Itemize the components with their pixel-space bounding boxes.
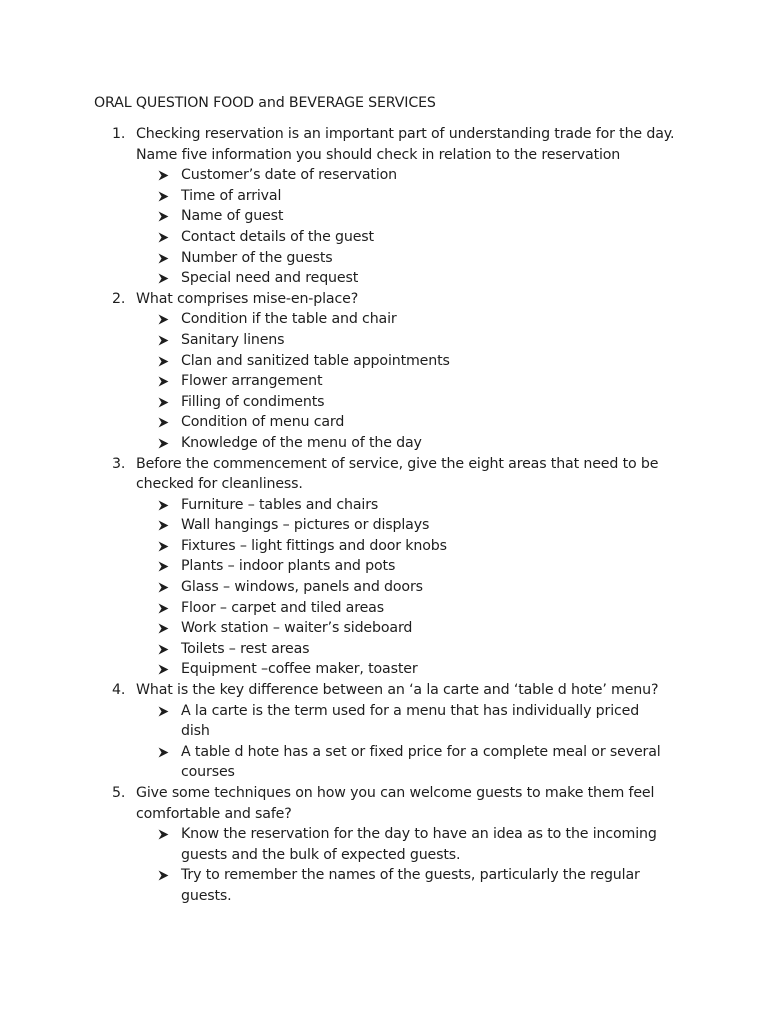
arrow-bullet-icon: [158, 870, 169, 881]
answer-text: A la carte is the term used for a menu that has individually priced dish: [181, 702, 640, 740]
arrow-bullet-icon: [158, 253, 169, 264]
answer-item: [181, 186, 661, 207]
answer-text: Filling of condiments: [181, 393, 325, 410]
arrow-bullet-icon: [158, 376, 169, 387]
arrow-bullet-icon: [158, 747, 169, 758]
arrow-bullet-icon: [158, 211, 169, 222]
question-list: [0, 124, 768, 907]
answer-text: A table d hote has a set or fixed price for a complete meal or several courses: [181, 743, 661, 781]
question-text: Before the commencement of service, give the eight areas that need to be checked for cleanliness.: [136, 455, 659, 493]
arrow-bullet-icon: [158, 417, 169, 428]
question-text: What is the key difference between an ‘a la carte and ‘table d hote’ menu?: [136, 682, 659, 699]
question-number: 2.: [112, 290, 126, 307]
arrow-bullet-icon: [158, 335, 169, 346]
arrow-bullet-icon: [158, 520, 169, 531]
answer-item: [181, 556, 661, 577]
answer-item: [181, 515, 661, 536]
answer-item: [181, 577, 661, 598]
answer-list: [136, 495, 676, 680]
answer-item: [181, 824, 661, 865]
answer-text: Equipment –coffee maker, toaster: [181, 661, 418, 678]
answer-item: [181, 659, 661, 680]
answer-text: Knowledge of the menu of the day: [181, 434, 422, 451]
arrow-bullet-icon: [158, 829, 169, 840]
answer-text: Condition if the table and chair: [181, 311, 397, 328]
answer-text: Number of the guests: [181, 249, 333, 266]
answer-item: [181, 433, 661, 454]
answer-item: [181, 330, 661, 351]
answer-list: [136, 701, 676, 783]
question-item: [0, 680, 676, 783]
answer-item: [181, 392, 661, 413]
answer-list: [136, 824, 676, 906]
arrow-bullet-icon: [158, 541, 169, 552]
answer-list: [136, 165, 676, 289]
answer-item: [181, 371, 661, 392]
answer-item: [181, 742, 661, 783]
arrow-bullet-icon: [158, 191, 169, 202]
answer-item: [181, 351, 661, 372]
question-text: What comprises mise-en-place?: [136, 290, 359, 307]
answer-text: Time of arrival: [181, 187, 282, 204]
question-item: [0, 289, 676, 454]
question-number: 4.: [112, 682, 126, 699]
question-number: 5.: [112, 785, 126, 801]
arrow-bullet-icon: [158, 644, 169, 655]
arrow-bullet-icon: [158, 582, 169, 593]
arrow-bullet-icon: [158, 273, 169, 284]
answer-item: [181, 495, 661, 516]
arrow-bullet-icon: [158, 603, 169, 614]
answer-item: [181, 618, 661, 639]
answer-text: Condition of menu card: [181, 414, 345, 431]
answer-text: Floor – carpet and tiled areas: [181, 599, 384, 616]
answer-item: [181, 206, 661, 227]
answer-item: [181, 639, 661, 660]
answer-list: [136, 309, 676, 453]
answer-text: Name of guest: [181, 208, 284, 225]
arrow-bullet-icon: [158, 438, 169, 449]
arrow-bullet-icon: [158, 623, 169, 634]
question-number: 1.: [112, 126, 126, 142]
arrow-bullet-icon: [158, 170, 169, 181]
answer-text: Special need and request: [181, 270, 359, 287]
arrow-bullet-icon: [158, 664, 169, 675]
answer-text: Customer’s date of reservation: [181, 167, 397, 184]
answer-item: [181, 248, 661, 269]
answer-item: [181, 701, 661, 742]
question-number: 3.: [112, 455, 126, 472]
answer-text: Sanitary linens: [181, 331, 285, 348]
answer-item: [181, 412, 661, 433]
arrow-bullet-icon: [158, 314, 169, 325]
answer-text: Contact details of the guest: [181, 228, 374, 245]
answer-item: [181, 227, 661, 248]
question-item: [0, 454, 676, 681]
answer-item: [181, 268, 661, 289]
answer-item: [181, 865, 661, 906]
question-text: Checking reservation is an important part of understanding trade for the day. Name five information you should check in relation to the reservation: [136, 126, 675, 163]
question-item: [0, 783, 676, 907]
answer-text: Plants – indoor plants and pots: [181, 558, 396, 575]
answer-item: [181, 536, 661, 557]
answer-text: Fixtures – light fittings and door knobs: [181, 537, 447, 554]
answer-item: [181, 165, 661, 186]
arrow-bullet-icon: [158, 706, 169, 717]
answer-text: Work station – waiter’s sideboard: [181, 620, 413, 637]
arrow-bullet-icon: [158, 356, 169, 367]
answer-text: Flower arrangement: [181, 373, 323, 390]
answer-text: Glass – windows, panels and doors: [181, 579, 423, 596]
document-title: ORAL QUESTION FOOD and BEVERAGE SERVICES: [94, 95, 436, 111]
arrow-bullet-icon: [158, 500, 169, 511]
answer-text: Know the reservation for the day to have an idea as to the incoming guests and the bulk of expected guests.: [181, 826, 657, 863]
answer-text: Clan and sanitized table appointments: [181, 352, 450, 369]
arrow-bullet-icon: [158, 397, 169, 408]
arrow-bullet-icon: [158, 232, 169, 243]
arrow-bullet-icon: [158, 561, 169, 572]
answer-text: Wall hangings – pictures or displays: [181, 517, 430, 534]
answer-text: Toilets – rest areas: [181, 640, 310, 657]
answer-item: [181, 309, 661, 330]
question-text: Give some techniques on how you can welcome guests to make them feel comfortable and safe?: [136, 785, 655, 822]
answer-text: Try to remember the names of the guests, particularly the regular guests.: [181, 867, 640, 904]
answer-item: [181, 598, 661, 619]
question-item: [0, 124, 676, 289]
answer-text: Furniture – tables and chairs: [181, 496, 379, 513]
